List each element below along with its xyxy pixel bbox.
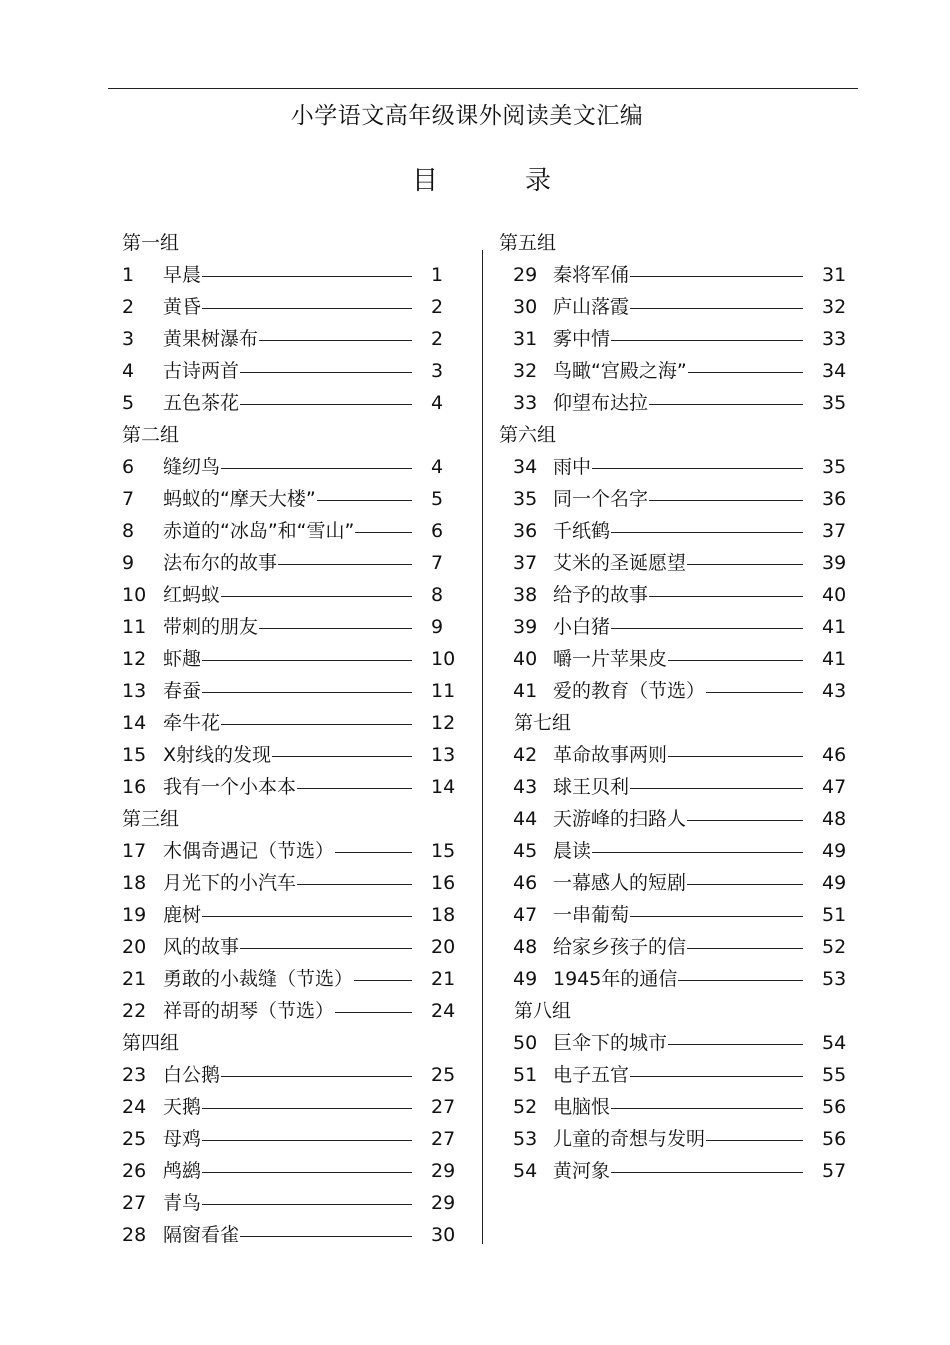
toc-entry-title: 隔窗看雀 — [163, 1224, 240, 1246]
toc-leader-line — [592, 468, 803, 469]
toc-leader-line — [611, 628, 803, 629]
toc-entry-title: 电子五官 — [553, 1064, 630, 1086]
toc-leader-line — [297, 788, 412, 789]
toc-entry-title: 嚼一片苹果皮 — [553, 648, 668, 670]
toc-entry — [122, 451, 474, 483]
toc-entry-title: 儿童的奇想与发明 — [553, 1128, 706, 1150]
toc-entry-page: 48 — [822, 808, 847, 830]
toc-entry-number: 32 — [513, 360, 538, 382]
toc-leader-line — [706, 692, 803, 693]
toc-entry — [122, 963, 474, 995]
toc-entry-page: 41 — [822, 616, 847, 638]
toc-entry-number: 46 — [513, 872, 538, 894]
toc-entry — [499, 547, 859, 579]
toc-leader-line — [202, 1140, 412, 1141]
toc-entry-number: 41 — [513, 680, 538, 702]
toc-entry-page: 49 — [822, 872, 847, 894]
toc-leader-line — [649, 404, 803, 405]
toc-group-heading: 第八组 — [514, 1000, 572, 1022]
toc-entry — [499, 899, 859, 931]
toc-column-left — [122, 227, 474, 1251]
toc-entry-number: 33 — [513, 392, 538, 414]
toc-entry-title: 天游峰的扫路人 — [553, 808, 687, 830]
toc-entry-title: 蚂蚁的“摩天大楼” — [163, 488, 316, 510]
toc-entry-number: 12 — [122, 648, 147, 670]
toc-entry-page: 27 — [431, 1128, 456, 1150]
toc-leader-line — [335, 1012, 412, 1013]
toc-entry-title: 青鸟 — [163, 1192, 202, 1214]
toc-entry — [122, 675, 474, 707]
toc-heading — [412, 160, 562, 194]
toc-entry-number: 47 — [513, 904, 538, 926]
toc-entry-title: 白公鹅 — [163, 1064, 221, 1086]
toc-entry-page: 4 — [431, 392, 444, 414]
toc-entry-title: 黄果树瀑布 — [163, 328, 259, 350]
toc-entry-number: 14 — [122, 712, 147, 734]
toc-entry-page: 5 — [431, 488, 444, 510]
toc-entry-title: X射线的发现 — [163, 744, 272, 766]
toc-entry-title: 勇敢的小裁缝（节选） — [163, 968, 354, 990]
toc-entry — [122, 1123, 474, 1155]
toc-entry-page: 39 — [822, 552, 847, 574]
toc-entry-page: 37 — [822, 520, 847, 542]
toc-entry-number: 51 — [513, 1064, 538, 1086]
toc-entry-title: 红蚂蚁 — [163, 584, 221, 606]
toc-entry — [122, 931, 474, 963]
toc-entry-title: 同一个名字 — [553, 488, 649, 510]
toc-entry-number: 5 — [122, 392, 135, 414]
toc-entry — [122, 867, 474, 899]
toc-leader-line — [592, 852, 803, 853]
toc-entry-page: 25 — [431, 1064, 456, 1086]
toc-entry-number: 8 — [122, 520, 135, 542]
toc-entry-number: 2 — [122, 296, 135, 318]
toc-entry — [122, 1155, 474, 1187]
toc-entry-page: 14 — [431, 776, 456, 798]
toc-entry-number: 28 — [122, 1224, 147, 1246]
toc-entry-number: 4 — [122, 360, 135, 382]
toc-leader-line — [202, 1204, 412, 1205]
column-divider — [482, 250, 483, 1244]
toc-entry-number: 34 — [513, 456, 538, 478]
toc-entry-page: 46 — [822, 744, 847, 766]
toc-leader-line — [259, 340, 412, 341]
toc-entry — [499, 867, 859, 899]
toc-entry-page: 34 — [822, 360, 847, 382]
toc-group-heading: 第三组 — [122, 808, 180, 830]
toc-entry-page: 2 — [431, 328, 444, 350]
toc-entry-title: 月光下的小汽车 — [163, 872, 297, 894]
top-rule — [108, 88, 858, 89]
toc-leader-line — [678, 980, 803, 981]
toc-entry-number: 10 — [122, 584, 147, 606]
toc-entry-number: 19 — [122, 904, 147, 926]
toc-leader-line — [611, 1172, 803, 1173]
toc-entry-number: 44 — [513, 808, 538, 830]
toc-entry-page: 57 — [822, 1160, 847, 1182]
toc-entry-page: 30 — [431, 1224, 456, 1246]
toc-entry — [499, 835, 859, 867]
toc-entry — [122, 579, 474, 611]
toc-entry-page: 29 — [431, 1192, 456, 1214]
toc-entry-title: 木偶奇遇记（节选） — [163, 840, 335, 862]
toc-entry-page: 2 — [431, 296, 444, 318]
toc-entry-title: 鹿树 — [163, 904, 202, 926]
toc-entry-title: 赤道的“冰岛”和“雪山” — [163, 520, 355, 542]
toc-leader-line — [630, 788, 803, 789]
toc-entry-page: 16 — [431, 872, 456, 894]
toc-entry-number: 6 — [122, 456, 135, 478]
toc-leader-line — [272, 756, 412, 757]
toc-leader-line — [649, 500, 803, 501]
toc-entry-title: 艾米的圣诞愿望 — [553, 552, 687, 574]
toc-entry-title: 给家乡孩子的信 — [553, 936, 687, 958]
toc-entry-number: 31 — [513, 328, 538, 350]
toc-entry-title: 给予的故事 — [553, 584, 649, 606]
toc-entry-title: 雨中 — [553, 456, 592, 478]
toc-entry-title: 巨伞下的城市 — [553, 1032, 668, 1054]
toc-entry-number: 43 — [513, 776, 538, 798]
toc-entry-page: 24 — [431, 1000, 456, 1022]
toc-entry-number: 39 — [513, 616, 538, 638]
toc-entry-number: 52 — [513, 1096, 538, 1118]
toc-group-heading: 第七组 — [514, 712, 572, 734]
toc-entry — [122, 483, 474, 515]
toc-entry-number: 3 — [122, 328, 135, 350]
toc-entry-number: 29 — [513, 264, 538, 286]
toc-entry-number: 21 — [122, 968, 147, 990]
toc-group-heading: 第四组 — [122, 1032, 180, 1054]
toc-leader-line — [668, 1044, 803, 1045]
toc-column-right — [499, 227, 859, 1187]
toc-entry — [499, 931, 859, 963]
toc-leader-line — [202, 308, 412, 309]
toc-entry — [499, 323, 859, 355]
toc-entry-title: 一幕感人的短剧 — [553, 872, 687, 894]
toc-entry-number: 1 — [122, 264, 135, 286]
toc-entry-title: 天鹅 — [163, 1096, 202, 1118]
toc-entry-page: 12 — [431, 712, 456, 734]
toc-entry-page: 51 — [822, 904, 847, 926]
toc-entry — [122, 899, 474, 931]
toc-entry — [499, 579, 859, 611]
toc-entry-number: 45 — [513, 840, 538, 862]
toc-leader-line — [259, 628, 412, 629]
toc-entry — [122, 995, 474, 1027]
toc-entry-number: 37 — [513, 552, 538, 574]
toc-entry-page: 8 — [431, 584, 444, 606]
toc-entry-page: 6 — [431, 520, 444, 542]
toc-entry-title: 古诗两首 — [163, 360, 240, 382]
toc-entry — [499, 1155, 859, 1187]
toc-entry-title: 鸬鹚 — [163, 1160, 202, 1182]
toc-leader-line — [649, 596, 803, 597]
toc-entry — [122, 611, 474, 643]
toc-entry — [499, 483, 859, 515]
toc-leader-line — [240, 948, 412, 949]
toc-entry — [499, 515, 859, 547]
toc-entry-number: 48 — [513, 936, 538, 958]
toc-leader-line — [297, 884, 412, 885]
toc-entry — [499, 611, 859, 643]
toc-entry-title: 电脑恨 — [553, 1096, 611, 1118]
toc-entry-title: 法布尔的故事 — [163, 552, 278, 574]
toc-leader-line — [202, 1108, 412, 1109]
toc-leader-line — [240, 1236, 412, 1237]
toc-entry-title: 黄河象 — [553, 1160, 611, 1182]
toc-entry — [499, 643, 859, 675]
document-title: 小学语文高年级课外阅读美文汇编 — [290, 103, 644, 129]
toc-leader-line — [630, 1076, 803, 1077]
toc-entry-title: 一串葡萄 — [553, 904, 630, 926]
toc-entry-title: 我有一个小本本 — [163, 776, 297, 798]
toc-leader-line — [355, 532, 412, 533]
toc-entry-number: 40 — [513, 648, 538, 670]
toc-group-heading: 第一组 — [122, 232, 180, 254]
toc-entry-page: 11 — [431, 680, 456, 702]
toc-entry-number: 27 — [122, 1192, 147, 1214]
toc-leader-line — [221, 724, 412, 725]
toc-group-heading: 第二组 — [122, 424, 180, 446]
toc-entry-page: 3 — [431, 360, 444, 382]
toc-leader-line — [706, 1140, 803, 1141]
toc-entry — [499, 1123, 859, 1155]
toc-entry-title: 风的故事 — [163, 936, 240, 958]
toc-entry — [499, 739, 859, 771]
toc-leader-line — [221, 468, 412, 469]
toc-entry-number: 22 — [122, 1000, 147, 1022]
toc-entry-page: 1 — [431, 264, 444, 286]
toc-entry-number: 23 — [122, 1064, 147, 1086]
toc-leader-line — [611, 1108, 803, 1109]
toc-leader-line — [668, 756, 803, 757]
toc-entry-page: 41 — [822, 648, 847, 670]
toc-entry-number: 7 — [122, 488, 135, 510]
toc-entry-title: 革命故事两则 — [553, 744, 668, 766]
toc-leader-line — [221, 596, 412, 597]
toc-entry-title: 1945年的通信 — [553, 968, 678, 990]
toc-leader-line — [240, 404, 412, 405]
toc-entry-number: 53 — [513, 1128, 538, 1150]
toc-entry — [122, 1219, 474, 1251]
toc-group-heading: 第五组 — [499, 232, 557, 254]
toc-entry-number: 15 — [122, 744, 147, 766]
toc-leader-line — [354, 980, 412, 981]
toc-entry-page: 54 — [822, 1032, 847, 1054]
toc-entry — [122, 515, 474, 547]
toc-entry-title: 千纸鹤 — [553, 520, 611, 542]
toc-leader-line — [687, 884, 803, 885]
toc-entry — [122, 835, 474, 867]
toc-entry-title: 秦将军俑 — [553, 264, 630, 286]
toc-entry — [499, 1059, 859, 1091]
toc-entry-title: 带刺的朋友 — [163, 616, 259, 638]
toc-entry — [122, 387, 474, 419]
toc-entry-page: 35 — [822, 392, 847, 414]
toc-entry — [122, 643, 474, 675]
toc-entry-number: 49 — [513, 968, 538, 990]
toc-entry-page: 18 — [431, 904, 456, 926]
toc-entry — [499, 1027, 859, 1059]
toc-entry-number: 9 — [122, 552, 135, 574]
toc-entry-title: 晨读 — [553, 840, 592, 862]
toc-entry-title: 鸟瞰“宫殿之海” — [553, 360, 687, 382]
toc-entry-title: 春蚕 — [163, 680, 202, 702]
toc-leader-line — [687, 820, 803, 821]
toc-entry — [499, 963, 859, 995]
toc-entry-page: 32 — [822, 296, 847, 318]
toc-entry-page: 55 — [822, 1064, 847, 1086]
toc-entry — [499, 771, 859, 803]
toc-leader-line — [202, 916, 412, 917]
toc-leader-line — [202, 692, 412, 693]
toc-entry — [499, 803, 859, 835]
toc-entry-page: 49 — [822, 840, 847, 862]
toc-entry-number: 25 — [122, 1128, 147, 1150]
toc-entry — [499, 675, 859, 707]
toc-entry-page: 31 — [822, 264, 847, 286]
toc-leader-line — [221, 1076, 412, 1077]
toc-leader-line — [611, 340, 803, 341]
toc-entry-number: 11 — [122, 616, 147, 638]
toc-entry — [122, 1091, 474, 1123]
toc-entry — [499, 1091, 859, 1123]
toc-entry-page: 9 — [431, 616, 444, 638]
toc-entry-page: 4 — [431, 456, 444, 478]
toc-leader-line — [630, 916, 803, 917]
toc-entry-page: 56 — [822, 1128, 847, 1150]
toc-entry — [122, 291, 474, 323]
toc-entry-page: 29 — [431, 1160, 456, 1182]
toc-entry-page: 27 — [431, 1096, 456, 1118]
toc-entry-title: 五色茶花 — [163, 392, 240, 414]
toc-entry-page: 13 — [431, 744, 456, 766]
toc-entry-title: 母鸡 — [163, 1128, 202, 1150]
toc-leader-line — [202, 1172, 412, 1173]
toc-entry-number: 16 — [122, 776, 147, 798]
toc-entry-title: 仰望布达拉 — [553, 392, 649, 414]
toc-entry-title: 爱的教育（节选） — [553, 680, 706, 702]
toc-leader-line — [240, 372, 412, 373]
toc-entry-title: 祥哥的胡琴（节选） — [163, 1000, 335, 1022]
toc-entry — [499, 259, 859, 291]
toc-entry-number: 17 — [122, 840, 147, 862]
toc-entry-number: 18 — [122, 872, 147, 894]
toc-entry-page: 56 — [822, 1096, 847, 1118]
toc-entry-page: 52 — [822, 936, 847, 958]
toc-leader-line — [630, 308, 803, 309]
toc-leader-line — [202, 660, 412, 661]
toc-entry-title: 小白猪 — [553, 616, 611, 638]
toc-entry — [122, 739, 474, 771]
toc-entry — [122, 259, 474, 291]
toc-group-heading: 第六组 — [499, 424, 557, 446]
toc-leader-line — [630, 276, 803, 277]
toc-entry-page: 20 — [431, 936, 456, 958]
toc-entry-page: 7 — [431, 552, 444, 574]
toc-entry-page: 53 — [822, 968, 847, 990]
toc-entry — [499, 355, 859, 387]
toc-entry — [122, 323, 474, 355]
toc-heading-char-2: 录 — [525, 166, 552, 196]
toc-entry-page: 43 — [822, 680, 847, 702]
toc-entry-page: 33 — [822, 328, 847, 350]
toc-entry-title: 虾趣 — [163, 648, 202, 670]
toc-entry — [122, 355, 474, 387]
toc-entry — [122, 771, 474, 803]
toc-entry-page: 10 — [431, 648, 456, 670]
toc-entry-number: 42 — [513, 744, 538, 766]
toc-entry-title: 黄昏 — [163, 296, 202, 318]
toc-leader-line — [611, 532, 803, 533]
toc-entry-page: 21 — [431, 968, 456, 990]
toc-entry-page: 47 — [822, 776, 847, 798]
toc-heading-char-1: 目 — [412, 166, 439, 196]
toc-entry-title: 牵牛花 — [163, 712, 221, 734]
toc-entry — [122, 1059, 474, 1091]
toc-leader-line — [202, 276, 412, 277]
toc-leader-line — [687, 564, 803, 565]
toc-entry-number: 36 — [513, 520, 538, 542]
toc-entry-number: 20 — [122, 936, 147, 958]
toc-entry — [499, 451, 859, 483]
toc-entry-number: 24 — [122, 1096, 147, 1118]
toc-entry-title: 缝纫鸟 — [163, 456, 221, 478]
toc-entry — [122, 547, 474, 579]
toc-entry-number: 50 — [513, 1032, 538, 1054]
toc-entry-title: 球王贝利 — [553, 776, 630, 798]
toc-entry — [499, 387, 859, 419]
toc-entry-number: 54 — [513, 1160, 538, 1182]
toc-entry-page: 40 — [822, 584, 847, 606]
toc-leader-line — [317, 500, 412, 501]
toc-entry-page: 35 — [822, 456, 847, 478]
toc-entry-number: 13 — [122, 680, 147, 702]
toc-entry-number: 35 — [513, 488, 538, 510]
toc-entry-number: 38 — [513, 584, 538, 606]
toc-entry-title: 庐山落霞 — [553, 296, 630, 318]
toc-entry-number: 30 — [513, 296, 538, 318]
toc-leader-line — [335, 852, 412, 853]
toc-entry — [499, 291, 859, 323]
toc-entry — [122, 707, 474, 739]
toc-leader-line — [687, 948, 803, 949]
toc-entry-title: 雾中情 — [553, 328, 611, 350]
toc-entry-page: 15 — [431, 840, 456, 862]
toc-leader-line — [668, 660, 803, 661]
toc-entry-number: 26 — [122, 1160, 147, 1182]
toc-entry — [122, 1187, 474, 1219]
toc-entry-title: 早晨 — [163, 264, 202, 286]
toc-entry-page: 36 — [822, 488, 847, 510]
toc-leader-line — [278, 564, 412, 565]
toc-leader-line — [688, 372, 803, 373]
